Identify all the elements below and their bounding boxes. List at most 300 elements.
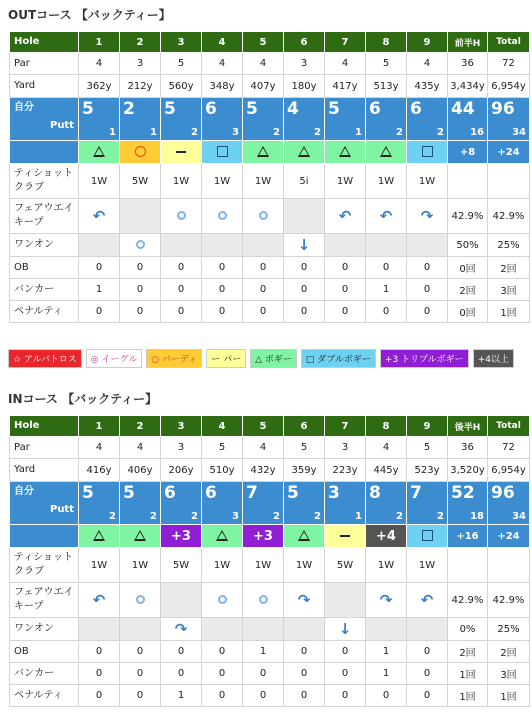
bunker-cell: 0 bbox=[120, 663, 161, 685]
putts: 34 bbox=[512, 511, 526, 522]
tee-club-cell: 1W bbox=[243, 548, 284, 583]
fairway-pct: 42.9% bbox=[448, 199, 488, 234]
yard-cell: 432y bbox=[243, 459, 284, 482]
strokes: 5 bbox=[82, 483, 94, 503]
fairway-left-arrow-icon: ↶ bbox=[379, 207, 393, 225]
putts: 2 bbox=[191, 511, 198, 522]
ob-cell: 0 bbox=[161, 257, 202, 279]
ob-cell: 0 bbox=[284, 641, 325, 663]
hole-number: 4 bbox=[202, 416, 243, 437]
tee-shot-row bbox=[10, 164, 530, 199]
green-in-one-cell bbox=[161, 618, 202, 641]
tee-club-cell: 1W bbox=[407, 164, 448, 199]
par-cell: 5 bbox=[202, 437, 243, 459]
green-in-one-cell bbox=[120, 618, 161, 641]
bogey-triangle-icon bbox=[93, 530, 105, 541]
legend-four-over: +4以上 bbox=[473, 349, 514, 368]
bunker-cell: 0 bbox=[79, 663, 120, 685]
green-in-one-row bbox=[10, 618, 530, 641]
tee-club-cell: 1W bbox=[120, 548, 161, 583]
hole-number: 4 bbox=[202, 32, 243, 53]
bogey-triangle-icon bbox=[93, 146, 105, 157]
legend-birdie: ○ バーディ bbox=[146, 349, 202, 368]
bunker-cell: 0 bbox=[202, 279, 243, 301]
par-cell: 3 bbox=[161, 437, 202, 459]
fairway-cell bbox=[243, 199, 284, 234]
green-in-one-cell bbox=[325, 618, 366, 641]
penalty-cell: 1回 bbox=[488, 685, 530, 707]
strokes: 5 bbox=[164, 99, 176, 119]
tee-club-cell: 5W bbox=[325, 548, 366, 583]
score-cell bbox=[243, 482, 284, 525]
in-course-title: INコース 【バックティー】 bbox=[8, 392, 158, 406]
hit-ring-icon bbox=[218, 595, 227, 604]
penalty-cell: 0 bbox=[284, 685, 325, 707]
fairway-cell bbox=[202, 199, 243, 234]
tee-club-cell bbox=[488, 164, 530, 199]
fairway-cell bbox=[366, 583, 407, 618]
yard-cell: 523y bbox=[407, 459, 448, 482]
fairway-cell bbox=[79, 583, 120, 618]
tee-club-cell: 1W bbox=[79, 548, 120, 583]
bogey-triangle-icon bbox=[216, 530, 228, 541]
par-cell: 4 bbox=[243, 437, 284, 459]
green-in-one-label: ワンオン bbox=[10, 618, 79, 641]
putts: 3 bbox=[232, 511, 239, 522]
bogey-triangle-icon bbox=[380, 146, 392, 157]
ob-label: OB bbox=[10, 641, 79, 663]
bunker-cell: 0 bbox=[243, 663, 284, 685]
penalty-cell: 1回 bbox=[448, 685, 488, 707]
hit-ring-icon bbox=[177, 211, 186, 220]
fairway-cell bbox=[202, 583, 243, 618]
penalty-cell: 0 bbox=[202, 301, 243, 323]
green-in-one-cell bbox=[161, 234, 202, 257]
bunker-cell: 0 bbox=[407, 279, 448, 301]
strokes: 5 bbox=[246, 99, 258, 119]
birdie-circle-icon bbox=[135, 146, 146, 157]
green-in-one-cell bbox=[407, 618, 448, 641]
putts: 2 bbox=[437, 511, 444, 522]
par-cell: 4 bbox=[243, 53, 284, 75]
putts: 1 bbox=[355, 127, 362, 138]
yard-label: Yard bbox=[10, 459, 79, 482]
putts: 34 bbox=[512, 127, 526, 138]
total-header: 前半H bbox=[448, 32, 488, 53]
fairway-cell bbox=[366, 199, 407, 234]
strokes: 3 bbox=[328, 483, 340, 503]
over-label: +4 bbox=[376, 528, 396, 544]
ob-cell: 0 bbox=[366, 257, 407, 279]
fairway-left-arrow-icon: ↶ bbox=[92, 207, 106, 225]
score-cell bbox=[243, 98, 284, 141]
score-cell bbox=[366, 482, 407, 525]
bunker-cell: 1回 bbox=[448, 663, 488, 685]
result-cell bbox=[120, 525, 161, 548]
yard-cell: 206y bbox=[161, 459, 202, 482]
fairway-row bbox=[10, 199, 530, 234]
bunker-cell: 0 bbox=[284, 663, 325, 685]
bunker-row bbox=[10, 279, 530, 301]
par-cell: 4 bbox=[325, 53, 366, 75]
strokes: 2 bbox=[123, 99, 135, 119]
yard-cell: 406y bbox=[120, 459, 161, 482]
penalty-cell: 0 bbox=[366, 301, 407, 323]
penalty-cell: 0 bbox=[325, 685, 366, 707]
putts: 2 bbox=[396, 511, 403, 522]
green-in-one-cell bbox=[284, 234, 325, 257]
bunker-cell: 0 bbox=[120, 279, 161, 301]
green-in-one-cell bbox=[243, 618, 284, 641]
hole-number: 2 bbox=[120, 416, 161, 437]
green-in-one-pct: 50% bbox=[448, 234, 488, 257]
score-cell bbox=[407, 98, 448, 141]
green-in-one-pct: 0% bbox=[448, 618, 488, 641]
score-cell bbox=[79, 98, 120, 141]
fairway-left-arrow-icon: ↶ bbox=[420, 591, 434, 609]
tee-club-cell: 1W bbox=[407, 548, 448, 583]
ob-cell: 2回 bbox=[488, 641, 530, 663]
hole-number: 3 bbox=[161, 416, 202, 437]
tee-club-cell: 1W bbox=[202, 164, 243, 199]
par-cell: 5 bbox=[366, 53, 407, 75]
bunker-cell: 1 bbox=[79, 279, 120, 301]
putts: 18 bbox=[470, 511, 484, 522]
hole-number: 5 bbox=[243, 416, 284, 437]
ob-cell: 0 bbox=[284, 257, 325, 279]
fairway-cell bbox=[325, 199, 366, 234]
hole-number: 8 bbox=[366, 32, 407, 53]
penalty-cell: 0 bbox=[161, 301, 202, 323]
bunker-cell: 0 bbox=[202, 663, 243, 685]
hit-ring-icon bbox=[259, 595, 268, 604]
putts: 2 bbox=[150, 511, 157, 522]
green-in-one-cell bbox=[366, 234, 407, 257]
ob-cell: 1 bbox=[243, 641, 284, 663]
score-cell bbox=[448, 482, 488, 525]
fairway-cell bbox=[407, 583, 448, 618]
strokes: 5 bbox=[328, 99, 340, 119]
par-dash-icon bbox=[176, 151, 186, 153]
header-row bbox=[10, 416, 530, 437]
out-scorecard bbox=[9, 31, 530, 323]
hit-ring-icon bbox=[259, 211, 268, 220]
ob-cell: 0 bbox=[79, 641, 120, 663]
par-cell: 5 bbox=[284, 437, 325, 459]
yard-cell: 510y bbox=[202, 459, 243, 482]
bunker-cell: 0 bbox=[243, 279, 284, 301]
penalty-cell: 0回 bbox=[448, 301, 488, 323]
strokes: 6 bbox=[410, 99, 422, 119]
bunker-cell: 0 bbox=[407, 663, 448, 685]
strokes: 4 bbox=[287, 99, 299, 119]
result-cell bbox=[202, 141, 243, 164]
result-total: +16 bbox=[448, 525, 488, 548]
ob-cell: 0 bbox=[325, 257, 366, 279]
result-cell bbox=[79, 141, 120, 164]
fairway-right-arrow-icon: ↷ bbox=[420, 207, 434, 225]
over-label: +3 bbox=[253, 528, 273, 544]
tee-club-cell: 1W bbox=[202, 548, 243, 583]
fairway-left-arrow-icon: ↶ bbox=[92, 591, 106, 609]
fairway-cell bbox=[243, 583, 284, 618]
ob-cell: 0 bbox=[243, 257, 284, 279]
yard-row bbox=[10, 459, 530, 482]
penalty-cell: 1 bbox=[161, 685, 202, 707]
hole-number: 6 bbox=[284, 32, 325, 53]
green-in-one-cell bbox=[243, 234, 284, 257]
par-cell: 72 bbox=[488, 437, 530, 459]
down-arrow-icon: ↓ bbox=[297, 236, 311, 254]
fairway-cell bbox=[325, 583, 366, 618]
par-cell: 4 bbox=[366, 437, 407, 459]
hole-header: Hole bbox=[10, 32, 79, 53]
strokes: 96 bbox=[491, 99, 515, 119]
bunker-label: バンカー bbox=[10, 279, 79, 301]
fairway-right-arrow-icon: ↷ bbox=[174, 620, 188, 638]
tee-club-cell: 1W bbox=[366, 548, 407, 583]
fairway-pct: 42.9% bbox=[488, 199, 530, 234]
fairway-cell bbox=[120, 583, 161, 618]
putts: 2 bbox=[191, 127, 198, 138]
tee-club-cell: 1W bbox=[161, 164, 202, 199]
green-in-one-cell bbox=[202, 234, 243, 257]
par-cell: 4 bbox=[120, 437, 161, 459]
par-cell: 5 bbox=[407, 437, 448, 459]
penalty-cell: 0 bbox=[407, 685, 448, 707]
putts: 16 bbox=[470, 127, 484, 138]
yard-cell: 3,434y bbox=[448, 75, 488, 98]
strokes: 8 bbox=[369, 483, 381, 503]
tee-club-cell bbox=[488, 548, 530, 583]
putts: 3 bbox=[232, 127, 239, 138]
yard-cell: 348y bbox=[202, 75, 243, 98]
ob-cell: 2回 bbox=[448, 641, 488, 663]
total-header: Total bbox=[488, 416, 530, 437]
green-in-one-cell bbox=[407, 234, 448, 257]
tee-club-cell: 5W bbox=[120, 164, 161, 199]
ob-cell: 0回 bbox=[448, 257, 488, 279]
result-cell bbox=[284, 525, 325, 548]
double-bogey-square-icon bbox=[422, 146, 433, 157]
legend-triple-bogey: +3 トリプルボギー bbox=[380, 349, 469, 368]
par-cell: 3 bbox=[325, 437, 366, 459]
par-cell: 3 bbox=[284, 53, 325, 75]
tee-club-cell: 5W bbox=[161, 548, 202, 583]
green-in-one-cell bbox=[202, 618, 243, 641]
bunker-cell: 0 bbox=[284, 279, 325, 301]
strokes: 6 bbox=[369, 99, 381, 119]
par-cell: 4 bbox=[407, 53, 448, 75]
tee-shot-label: ティショット クラブ bbox=[10, 164, 79, 199]
bogey-triangle-icon bbox=[134, 530, 146, 541]
putt-label: Putt bbox=[49, 504, 74, 515]
score-cell bbox=[325, 482, 366, 525]
penalty-cell: 0 bbox=[243, 301, 284, 323]
par-cell: 4 bbox=[79, 437, 120, 459]
result-total: +24 bbox=[488, 525, 530, 548]
double-bogey-square-icon bbox=[217, 146, 228, 157]
strokes: 5 bbox=[287, 483, 299, 503]
bunker-cell: 1 bbox=[366, 663, 407, 685]
par-cell: 4 bbox=[79, 53, 120, 75]
penalty-cell: 0 bbox=[243, 685, 284, 707]
bunker-cell: 0 bbox=[325, 279, 366, 301]
result-cell bbox=[243, 141, 284, 164]
putts: 1 bbox=[109, 127, 116, 138]
score-cell bbox=[284, 98, 325, 141]
score-cell bbox=[366, 98, 407, 141]
result-cell bbox=[366, 141, 407, 164]
tee-club-cell bbox=[448, 548, 488, 583]
result-cell bbox=[366, 525, 407, 548]
hole-number: 9 bbox=[407, 416, 448, 437]
strokes: 5 bbox=[82, 99, 94, 119]
score-cell bbox=[488, 98, 530, 141]
score-cell bbox=[120, 482, 161, 525]
penalty-cell: 0 bbox=[407, 301, 448, 323]
ob-cell: 0 bbox=[161, 641, 202, 663]
putt-label: Putt bbox=[49, 120, 74, 131]
bunker-cell: 3回 bbox=[488, 279, 530, 301]
ob-cell: 2回 bbox=[488, 257, 530, 279]
penalty-label: ペナルティ bbox=[10, 685, 79, 707]
putts: 2 bbox=[437, 127, 444, 138]
score-row bbox=[10, 482, 530, 525]
tee-club-cell: 1W bbox=[243, 164, 284, 199]
bogey-triangle-icon bbox=[339, 146, 351, 157]
ob-cell: 1 bbox=[366, 641, 407, 663]
fairway-cell bbox=[79, 199, 120, 234]
strokes: 7 bbox=[410, 483, 422, 503]
score-label bbox=[10, 98, 79, 141]
fairway-pct: 42.9% bbox=[488, 583, 530, 618]
tee-club-cell: 1W bbox=[366, 164, 407, 199]
score-cell bbox=[488, 482, 530, 525]
tee-shot-row bbox=[10, 548, 530, 583]
ob-cell: 0 bbox=[120, 257, 161, 279]
my-score-label: 自分 bbox=[14, 102, 34, 113]
putts: 1 bbox=[355, 511, 362, 522]
green-in-one-row bbox=[10, 234, 530, 257]
yard-cell: 407y bbox=[243, 75, 284, 98]
bunker-cell: 0 bbox=[325, 663, 366, 685]
bunker-cell: 0 bbox=[161, 279, 202, 301]
putts: 2 bbox=[109, 511, 116, 522]
ob-cell: 0 bbox=[407, 641, 448, 663]
bunker-cell: 0 bbox=[161, 663, 202, 685]
hole-number: 8 bbox=[366, 416, 407, 437]
legend-bogey: △ ボギー bbox=[250, 349, 297, 368]
fairway-right-arrow-icon: ↷ bbox=[379, 591, 393, 609]
penalty-cell: 0 bbox=[79, 685, 120, 707]
par-label: Par bbox=[10, 437, 79, 459]
hit-ring-icon bbox=[136, 240, 145, 249]
legend-eagle: ◎ イーグル bbox=[86, 349, 142, 368]
putts: 1 bbox=[150, 127, 157, 138]
bogey-triangle-icon bbox=[298, 530, 310, 541]
down-arrow-icon: ↓ bbox=[338, 620, 352, 638]
tee-club-cell bbox=[448, 164, 488, 199]
hit-ring-icon bbox=[136, 595, 145, 604]
score-cell bbox=[161, 98, 202, 141]
par-cell: 72 bbox=[488, 53, 530, 75]
putts: 2 bbox=[314, 127, 321, 138]
yard-cell: 223y bbox=[325, 459, 366, 482]
score-legend bbox=[8, 349, 530, 368]
result-total: +8 bbox=[448, 141, 488, 164]
fairway-cell bbox=[161, 199, 202, 234]
my-score-label: 自分 bbox=[14, 486, 34, 497]
legend-par: ー パー bbox=[206, 349, 246, 368]
penalty-cell: 0 bbox=[325, 301, 366, 323]
result-cell bbox=[407, 141, 448, 164]
result-total: +24 bbox=[488, 141, 530, 164]
ob-cell: 0 bbox=[407, 257, 448, 279]
green-in-one-cell bbox=[120, 234, 161, 257]
green-in-one-cell bbox=[325, 234, 366, 257]
bogey-triangle-icon bbox=[298, 146, 310, 157]
penalty-cell: 0 bbox=[79, 301, 120, 323]
hole-number: 1 bbox=[79, 32, 120, 53]
ob-cell: 0 bbox=[79, 257, 120, 279]
fairway-right-arrow-icon: ↷ bbox=[297, 591, 311, 609]
green-in-one-cell bbox=[79, 234, 120, 257]
yard-cell: 180y bbox=[284, 75, 325, 98]
hole-number: 5 bbox=[243, 32, 284, 53]
fairway-cell bbox=[120, 199, 161, 234]
penalty-cell: 0 bbox=[202, 685, 243, 707]
green-in-one-cell bbox=[284, 618, 325, 641]
yard-cell: 445y bbox=[366, 459, 407, 482]
tee-shot-label: ティショット クラブ bbox=[10, 548, 79, 583]
par-row bbox=[10, 437, 530, 459]
score-cell bbox=[448, 98, 488, 141]
putts: 2 bbox=[273, 511, 280, 522]
penalty-label: ペナルティ bbox=[10, 301, 79, 323]
bunker-label: バンカー bbox=[10, 663, 79, 685]
bunker-cell: 1 bbox=[366, 279, 407, 301]
bunker-row bbox=[10, 663, 530, 685]
yard-cell: 6,954y bbox=[488, 75, 530, 98]
out-course-title: OUTコース 【バックティー】 bbox=[8, 8, 171, 22]
yard-cell: 6,954y bbox=[488, 459, 530, 482]
result-cell bbox=[284, 141, 325, 164]
par-cell: 5 bbox=[161, 53, 202, 75]
fairway-cell bbox=[161, 583, 202, 618]
fairway-cell bbox=[407, 199, 448, 234]
strokes: 96 bbox=[491, 483, 515, 503]
header-row bbox=[10, 32, 530, 53]
score-label bbox=[10, 482, 79, 525]
result-cell bbox=[161, 525, 202, 548]
par-cell: 36 bbox=[448, 437, 488, 459]
par-label: Par bbox=[10, 53, 79, 75]
result-row bbox=[10, 141, 530, 164]
tee-club-cell: 5i bbox=[284, 164, 325, 199]
putts: 2 bbox=[273, 127, 280, 138]
ob-cell: 0 bbox=[202, 641, 243, 663]
hole-number: 3 bbox=[161, 32, 202, 53]
fairway-label: フェアウエイ キープ bbox=[10, 199, 79, 234]
yard-cell: 435y bbox=[407, 75, 448, 98]
strokes: 7 bbox=[246, 483, 258, 503]
result-cell bbox=[325, 141, 366, 164]
hole-number: 7 bbox=[325, 416, 366, 437]
yard-cell: 359y bbox=[284, 459, 325, 482]
score-cell bbox=[325, 98, 366, 141]
ob-cell: 0 bbox=[202, 257, 243, 279]
